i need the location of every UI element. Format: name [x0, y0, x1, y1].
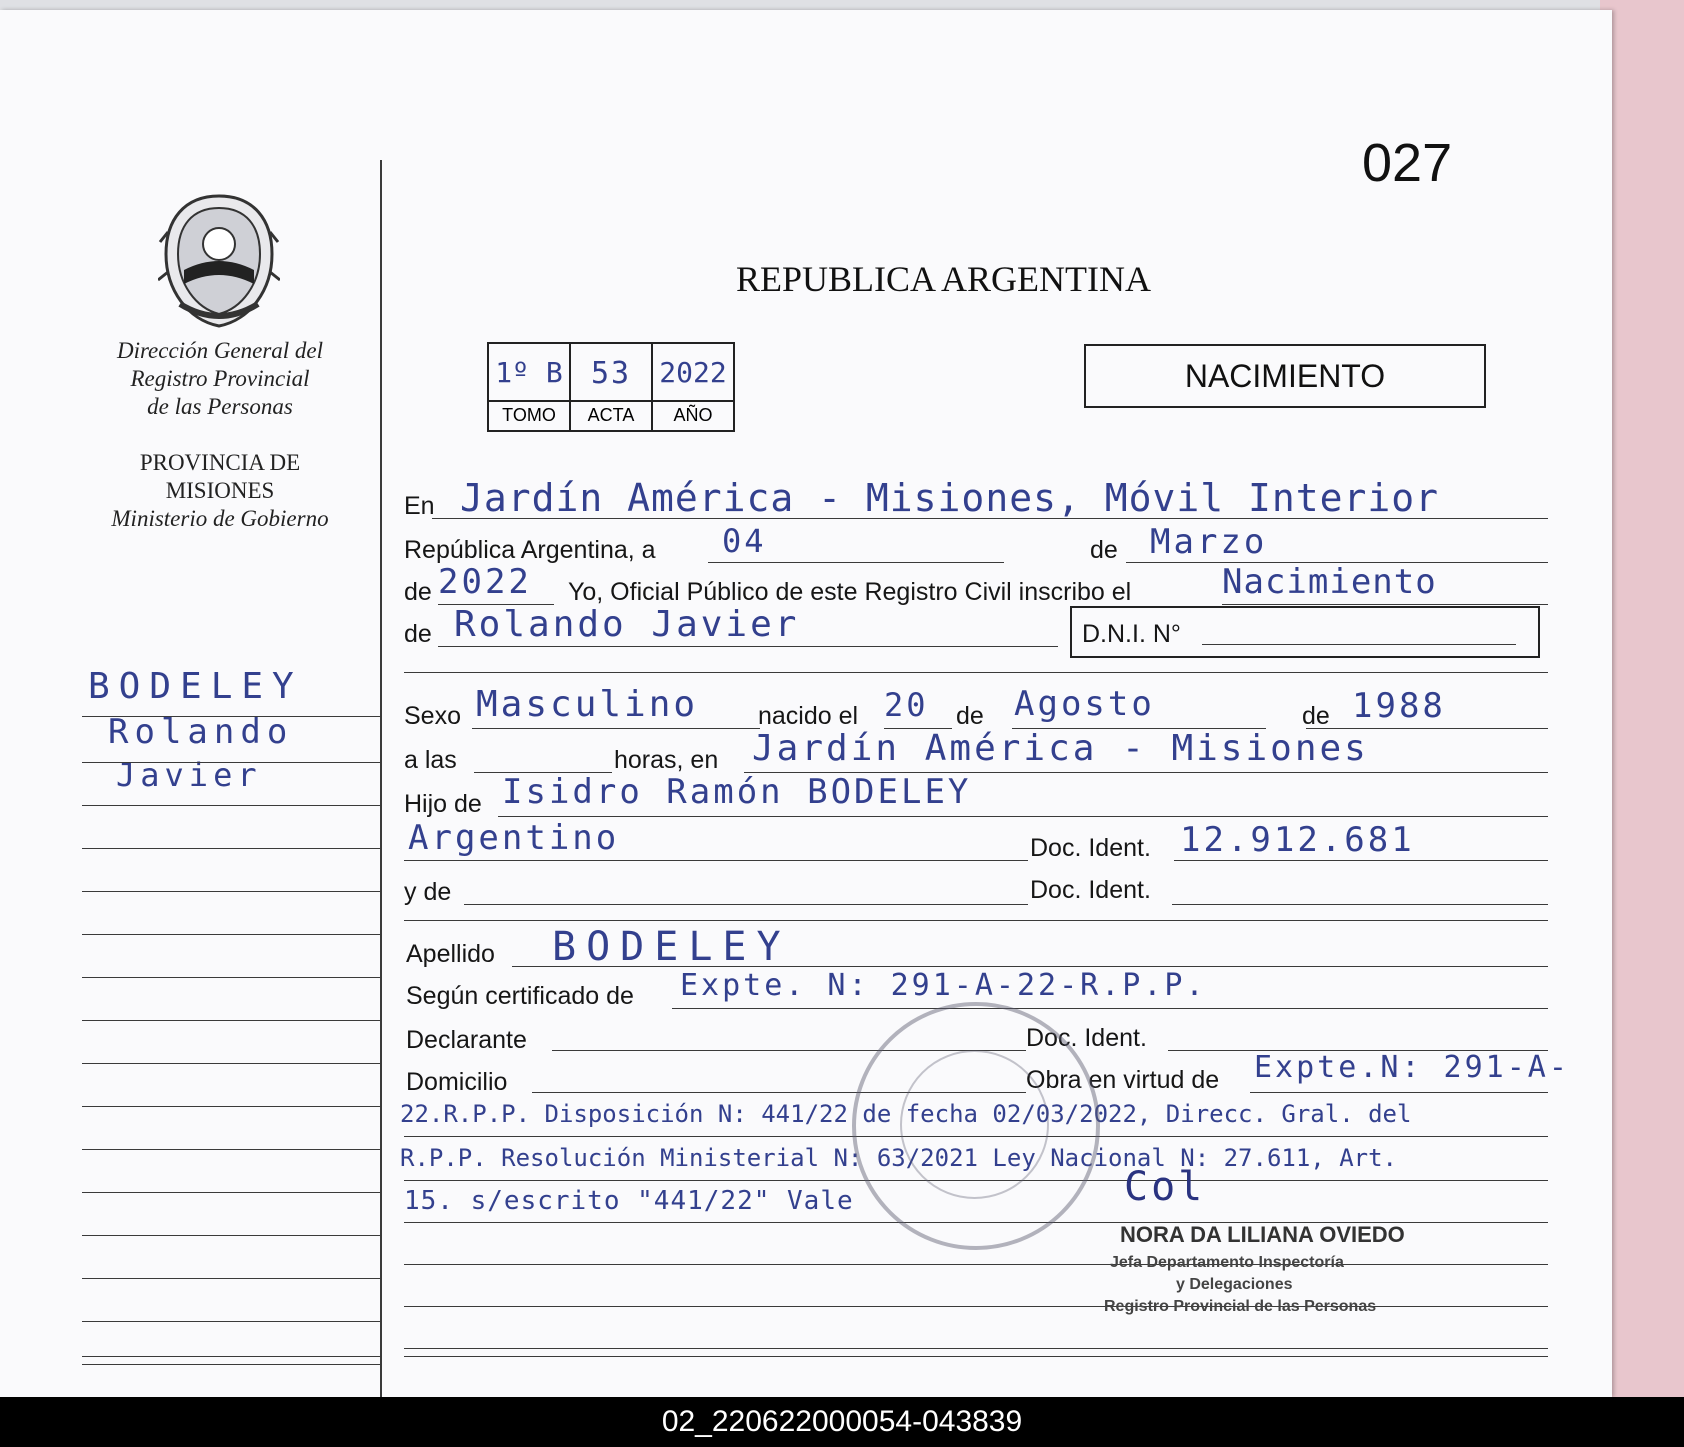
image-caption: 02_220622000054-043839 — [0, 1397, 1684, 1447]
signer-title1: Jefa Departamento Inspectoría — [1110, 1254, 1344, 1271]
agency-name-line1: Dirección General del — [116, 338, 324, 363]
label-de-mes: de — [1090, 536, 1118, 564]
margin-name1: Rolando — [108, 712, 294, 752]
label-apellido: Apellido — [406, 940, 495, 968]
value-padre: Isidro Ramón BODELEY — [502, 772, 972, 812]
value-sexo: Masculino — [476, 684, 699, 725]
value-lugar-nac: Jardín América - Misiones — [752, 728, 1369, 769]
label-dni: D.N.I. N° — [1082, 620, 1181, 648]
label-doc-ident-declarante: Doc. Ident. — [1026, 1024, 1147, 1052]
agency-name-line3: de las Personas — [147, 394, 293, 419]
ministry-name: Ministerio de Gobierno — [111, 506, 329, 531]
page-number: 027 — [1362, 133, 1453, 193]
note-line2: R.P.P. Resolución Ministerial N: 63/2021 Ley Nacional N: 27.611, Art. — [400, 1144, 1397, 1172]
margin-surname: BODELEY — [88, 666, 303, 707]
label-segun: Según certificado de — [406, 982, 634, 1010]
province-seal — [158, 192, 280, 330]
signer-title3: Registro Provincial de las Personas — [1104, 1298, 1377, 1315]
value-nacionalidad: Argentino — [408, 818, 620, 858]
label-sexo: Sexo — [404, 702, 461, 730]
acta-label: ACTA — [587, 405, 635, 425]
dni-box — [1070, 606, 1540, 658]
signer-title2: y Delegaciones — [1176, 1276, 1293, 1293]
acta-value: 53 — [590, 356, 632, 391]
record-type: NACIMIENTO — [1184, 358, 1386, 394]
value-nac-anio: 1988 — [1352, 686, 1446, 726]
label-obra: Obra en virtud de — [1026, 1066, 1220, 1094]
label-de-anio: de — [404, 578, 432, 606]
value-certificado: Expte. N: 291-A-22-R.P.P. — [680, 968, 1207, 1003]
note-line1: 22.R.P.P. Disposición N: 441/22 de fecha 02/03/2022, Direcc. Gral. del — [400, 1100, 1412, 1128]
tomo-value: 1º B — [495, 356, 563, 389]
label-doc-ident-madre: Doc. Ident. — [1030, 876, 1151, 904]
signer-name: NORA DA LILIANA OVIEDO — [1120, 1222, 1405, 1247]
value-lugar: Jardín América - Misiones, Móvil Interior — [460, 476, 1439, 520]
stamp-inner-ring — [900, 1050, 1049, 1199]
note-line3: 15. s/escrito "441/22" Vale — [404, 1186, 854, 1216]
value-mes: Marzo — [1150, 522, 1268, 562]
label-horas-en: horas, en — [614, 746, 719, 774]
value-nac-dia: 20 — [884, 686, 929, 724]
value-anio: 2022 — [438, 562, 532, 602]
label-de-nac-anio: de — [1302, 702, 1330, 730]
agency-name-line2: Registro Provincial — [130, 366, 310, 391]
label-nacido: nacido el — [758, 702, 859, 730]
label-de-nac-mes: de — [956, 702, 984, 730]
value-padre-doc: 12.912.681 — [1180, 820, 1415, 860]
birth-certificate-sheet — [0, 10, 1612, 1397]
margin-name2: Javier — [116, 756, 262, 794]
value-nombre: Rolando Javier — [454, 604, 800, 645]
tomo-label: TOMO — [502, 405, 556, 425]
province-line1: PROVINCIA DE — [139, 450, 301, 475]
pink-page-edge — [1600, 0, 1684, 1397]
anio-label: AÑO — [673, 405, 713, 425]
signature-mark: Col — [1124, 1164, 1206, 1210]
label-a-las: a las — [404, 746, 457, 774]
label-doc-ident-padre: Doc. Ident. — [1030, 834, 1151, 862]
label-hijo-de: Hijo de — [404, 790, 482, 818]
value-obra: Expte.N: 291-A- — [1254, 1050, 1570, 1085]
registry-reference-table — [487, 342, 735, 432]
label-y-de: y de — [404, 878, 452, 906]
label-de-nombre: de — [404, 620, 432, 648]
label-en: En — [404, 492, 435, 520]
value-tipo: Nacimiento — [1222, 562, 1437, 602]
value-dia: 04 — [722, 522, 767, 560]
province-line2: MISIONES — [165, 478, 275, 503]
label-yo-oficial: Yo, Oficial Público de este Registro Civil inscribo el — [568, 578, 1132, 606]
label-republica: República Argentina, a — [404, 536, 656, 564]
value-apellido: BODELEY — [552, 924, 791, 970]
label-domicilio: Domicilio — [406, 1068, 508, 1096]
value-nac-mes: Agosto — [1014, 684, 1155, 724]
anio-value: 2022 — [659, 356, 727, 389]
label-declarante: Declarante — [406, 1026, 527, 1054]
record-type-box — [1084, 344, 1486, 408]
document-title: REPUBLICA ARGENTINA — [736, 259, 1152, 299]
